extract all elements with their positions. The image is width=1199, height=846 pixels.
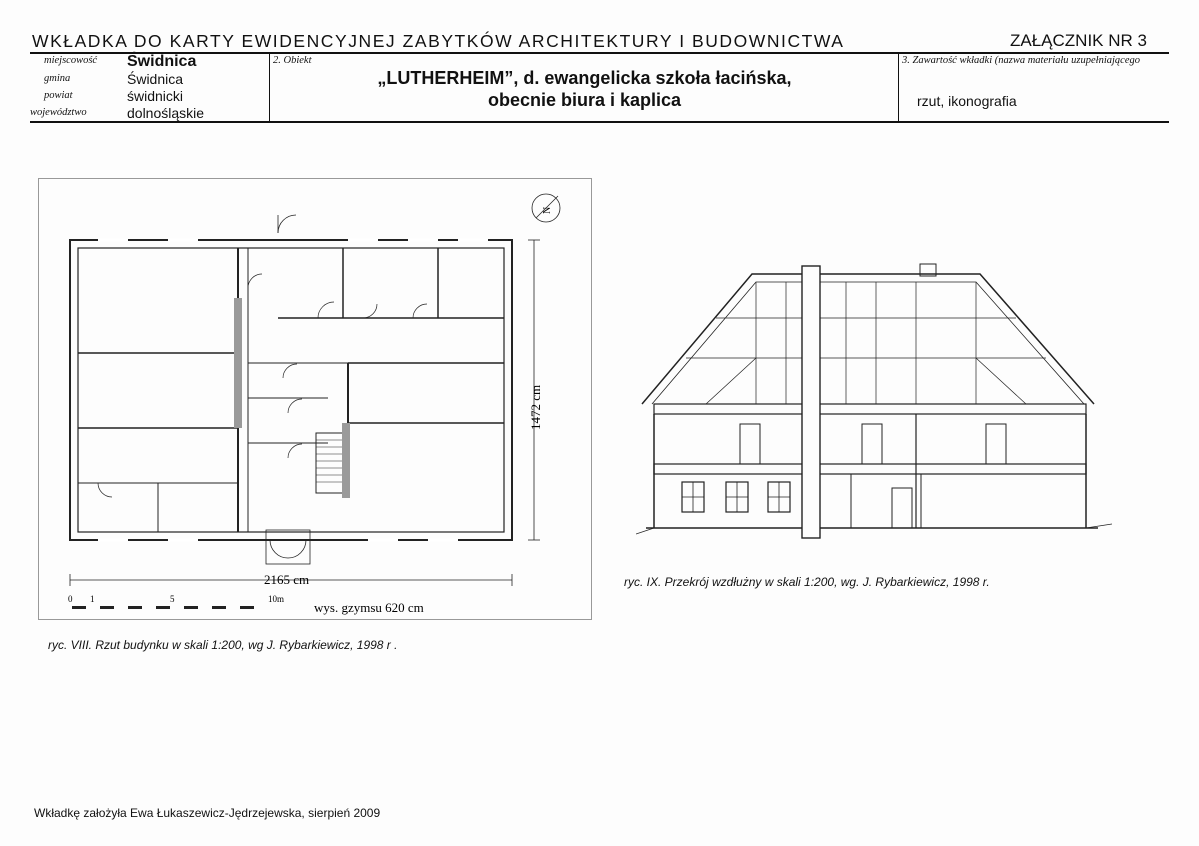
label-wojewodztwo: województwo bbox=[30, 107, 87, 118]
label-gmina: gmina bbox=[44, 73, 71, 84]
header-divider-2 bbox=[898, 52, 899, 122]
value-gmina: Świdnica bbox=[127, 71, 184, 87]
value-powiat: świdnicki bbox=[127, 88, 184, 104]
plan-cornice-height: wys. gzymsu 620 cm bbox=[314, 600, 424, 615]
section-figure bbox=[636, 258, 1112, 558]
scale-tick-10m: 10m bbox=[268, 594, 285, 604]
label-zawartosc: 3. Zawartość wkładki (nazwa materiału uzupełniającego bbox=[902, 55, 1140, 66]
value-miejscowosc: Świdnica bbox=[127, 53, 197, 70]
label-obiekt: 2. Obiekt bbox=[273, 55, 312, 66]
footer-author: Wkładkę założyła Ewa Łukaszewicz-Jędrzejewska, sierpień 2009 bbox=[34, 806, 381, 820]
annex-number: ZAŁĄCZNIK NR 3 bbox=[1010, 31, 1147, 50]
object-name-line1: „LUTHERHEIM”, d. ewangelicka szkoła łacińska, bbox=[377, 68, 792, 88]
scale-tick-1: 1 bbox=[90, 594, 95, 604]
plan-caption: ryc. VIII. Rzut budynku w skali 1:200, wg J. Rybarkiewicz, 1998 r . bbox=[48, 638, 398, 652]
section-svg bbox=[636, 258, 1112, 558]
document-title: WKŁADKA DO KARTY EWIDENCYJNEJ ZABYTKÓW ARCHITEKTURY I BUDOWNICTWA bbox=[32, 31, 845, 51]
value-wojewodztwo: dolnośląskie bbox=[127, 105, 205, 121]
label-powiat: powiat bbox=[44, 90, 73, 101]
object-name-line2: obecnie biura i kaplica bbox=[487, 90, 682, 110]
north-letter: N bbox=[542, 206, 553, 214]
contents-value: rzut, ikonografia bbox=[917, 93, 1017, 109]
header-bottom-rule bbox=[30, 121, 1169, 123]
plan-width-dimension: 2165 cm bbox=[264, 572, 310, 587]
scale-tick-0: 0 bbox=[68, 594, 73, 604]
label-miejscowosc: miejscowość bbox=[44, 55, 98, 66]
floor-plan-figure bbox=[38, 178, 592, 620]
section-caption: ryc. IX. Przekrój wzdłużny w skali 1:200, wg. J. Rybarkiewicz, 1998 r. bbox=[624, 575, 990, 589]
header-top-rule bbox=[30, 52, 1169, 54]
floor-plan-svg bbox=[38, 178, 592, 620]
header-divider-1 bbox=[269, 52, 270, 122]
plan-height-dimension: 1472 cm bbox=[528, 384, 543, 430]
scale-tick-5: 5 bbox=[170, 594, 175, 604]
